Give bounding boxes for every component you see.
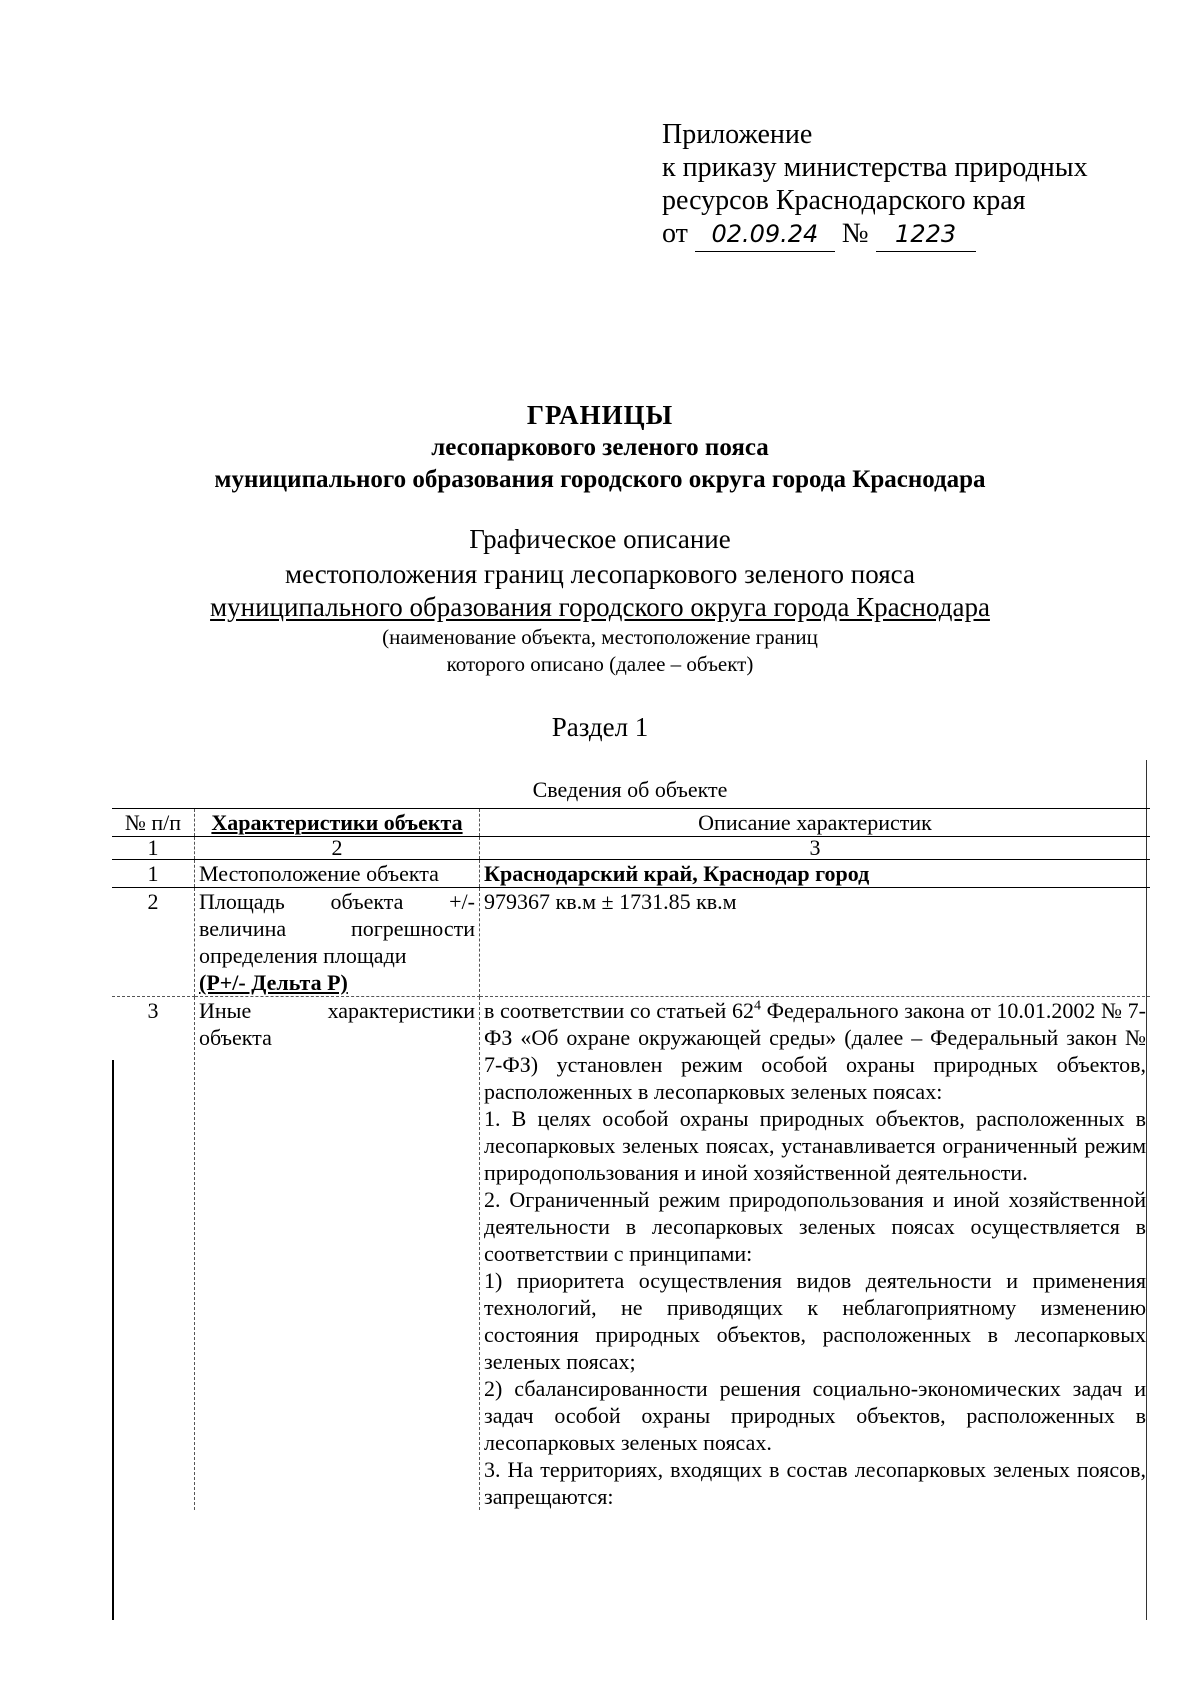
row-characteristic-formula: (Р+/- Дельта Р) bbox=[199, 970, 348, 995]
header-number: № п/п bbox=[112, 809, 195, 837]
appendix-line-3: ресурсов Краснодарского края bbox=[662, 185, 1026, 216]
table-title: Сведения об объекте bbox=[532, 777, 728, 802]
row-description bbox=[480, 997, 1151, 1511]
section-heading: Раздел 1 bbox=[551, 712, 649, 742]
document-title: ГРАНИЦЫ bbox=[526, 400, 674, 430]
row-description-paragraph: 2. Ограниченный режим природопользования и иной хозяйственной деятельности в лесопарковых зеленых поясах осуществляется в соответствии с принципами: bbox=[484, 1187, 1146, 1266]
row-description-paragraph: 1) приоритета осуществления видов деятельности и применения технологий, не приводящих к неблагоприятному изменению состояния природных объектов, расположенных в лесопарковых зеленых поясах; bbox=[484, 1268, 1146, 1374]
column-number-2: 2 bbox=[195, 837, 480, 860]
row-description: 979367 кв.м ± 1731.85 кв.м bbox=[480, 888, 1151, 997]
description-note-2: которого описано (далее – объект) bbox=[446, 652, 754, 676]
row-characteristic: Иные характеристики объекта bbox=[195, 997, 480, 1511]
row-description: Краснодарский край, Краснодар город bbox=[480, 860, 1151, 888]
row-number: 2 bbox=[112, 888, 195, 997]
appendix-title: Приложение bbox=[662, 119, 813, 150]
description-line-1: Графическое описание bbox=[469, 524, 731, 554]
document-subtitle-1: лесопаркового зеленого пояса bbox=[431, 434, 769, 461]
row-description-paragraph: 1. В целях особой охраны природных объектов, расположенных в лесопарковых зеленых поясах, устанавливается ограниченный режим природопользования и иной хозяйственной деятельности. bbox=[484, 1106, 1146, 1185]
header-characteristics: Характеристики объекта bbox=[195, 809, 480, 837]
table-header-row bbox=[112, 809, 1150, 837]
appendix-block bbox=[662, 118, 1088, 252]
row-number: 1 bbox=[112, 860, 195, 888]
header-description: Описание характеристик bbox=[480, 809, 1151, 837]
appendix-date-line bbox=[662, 217, 1088, 252]
date-prefix: от bbox=[662, 218, 688, 249]
description-note-1: (наименование объекта, местоположение границ bbox=[382, 625, 818, 649]
row-characteristic: Площадь объекта +/- величина погрешности определения площади (Р+/- Дельта Р) bbox=[195, 888, 480, 997]
description-line-2: местоположения границ лесопаркового зеленого пояса bbox=[285, 559, 915, 589]
object-name: муниципального образования городского округа города Краснодара bbox=[210, 592, 990, 622]
row-characteristic: Местоположение объекта bbox=[195, 860, 480, 888]
column-number-row bbox=[112, 837, 1150, 860]
column-number-3: 3 bbox=[480, 837, 1151, 860]
row-description-intro: в соответствии со статьей $62^4$ Федерального закона от 10.01.2002 № 7-ФЗ «Об охране окружающей среды» (далее – Федеральный закон № 7-ФЗ) установлен режим особой охраны природных объектов, расположенных в лесопарковых зеленых поясах: bbox=[484, 998, 1146, 1104]
handwritten-date: 02.09.24 bbox=[695, 218, 835, 252]
table-row bbox=[112, 997, 1150, 1511]
row-number: 3 bbox=[112, 997, 195, 1511]
column-number-1: 1 bbox=[112, 837, 195, 860]
table-row bbox=[112, 860, 1150, 888]
row-description-paragraph: 3. На территориях, входящих в состав лесопарковых зеленых поясов, запрещаются: bbox=[484, 1457, 1146, 1509]
document-subtitle-2: муниципального образования городского округа города Краснодара bbox=[214, 466, 986, 493]
appendix-line-2: к приказу министерства природных bbox=[662, 152, 1088, 183]
object-info-table bbox=[112, 808, 1150, 1510]
table-row bbox=[112, 888, 1150, 997]
description-line-3 bbox=[0, 592, 1200, 623]
handwritten-number: 1223 bbox=[876, 218, 976, 252]
number-label: № bbox=[841, 218, 869, 249]
row-description-paragraph: 2) сбалансированности решения социально-экономических задач и задач особой охраны природных объектов, расположенных в лесопарковых зеленых поясах. bbox=[484, 1376, 1146, 1455]
